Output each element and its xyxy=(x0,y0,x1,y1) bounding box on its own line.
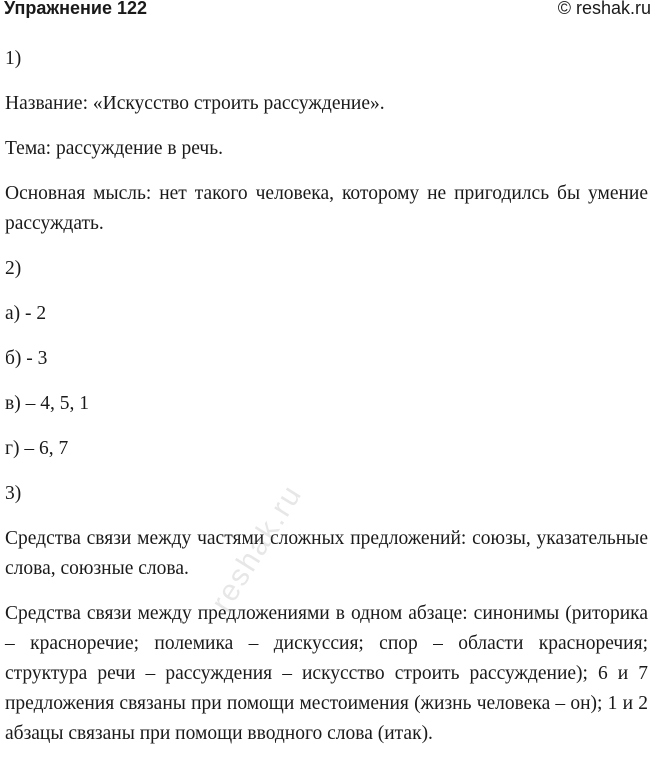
links-paragraph-sentences: Средства связи между предложениями в одном абзаце: синонимы (риторика – красноречие; полемика – дискуссия; спор – области красноречия; структура речи – рассуждения – искусство строить рассуждение); 6 и 7 предложения связаны при помощи местоимения (жизнь человека – он); 1 и 2 абзацы связаны при помощи вводного слова (итак). xyxy=(5,603,648,744)
document-body xyxy=(5,44,648,749)
watermark: reshak.ru xyxy=(205,478,309,618)
theme-line: Тема: рассуждение в речь. xyxy=(5,138,223,159)
answer-a: а) - 2 xyxy=(5,303,47,324)
answer-g: г) – 6, 7 xyxy=(5,438,69,459)
exercise-title: Упражнение 122 xyxy=(4,0,148,18)
name-line: Название: «Искусство строить рассуждение». xyxy=(5,93,385,114)
section-2-label: 2) xyxy=(5,258,22,279)
links-complex-sentences: Средства связи между частями сложных предложений: союзы, указательные слова, союзные слова. xyxy=(5,528,648,579)
answer-v: в) – 4, 5, 1 xyxy=(5,393,89,414)
section-1-label: 1) xyxy=(5,48,22,69)
main-idea-line: Основная мысль: нет такого человека, которому не пригодилсь бы умение рассуждать. xyxy=(5,183,648,234)
section-3-label: 3) xyxy=(5,483,22,504)
site-credit: © reshak.ru xyxy=(557,0,651,18)
header xyxy=(4,0,651,24)
answer-b: б) - 3 xyxy=(5,348,48,369)
